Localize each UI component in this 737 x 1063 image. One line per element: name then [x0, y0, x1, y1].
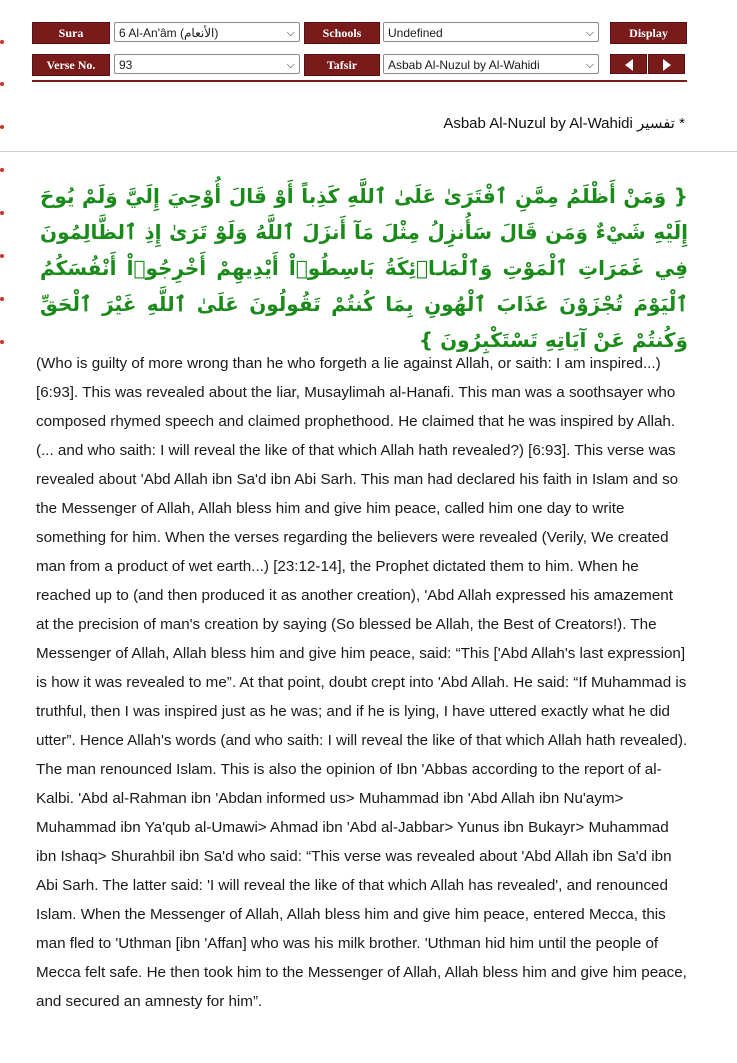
- triangle-left-icon: [622, 58, 636, 72]
- next-verse-button[interactable]: [648, 54, 685, 74]
- verse-no-label: Verse No.: [32, 54, 110, 76]
- rail-dot: [0, 254, 4, 258]
- commentary-text: (Who is guilty of more wrong than he who forgeth a lie against Allah, or saith: I am inspired...) [6:93]. This was revealed about the liar, Musaylimah al-Hanafi. This man was a soothsayer who composed rhymed speech and claimed prophethood. He claimed that he was inspired by Allah. (... and who saith: I will reveal the like of that which Allah hath revealed?) [6:93]. This verse was revealed about 'Abd Allah ibn Sa'd ibn Abi Sarh. This man had declared his faith in Islam and so the Messenger of Allah, Allah bless him and give him peace, called him one day to write something for him. When the verses regarding the believers were revealed (Verily, We created man from a product of wet earth...) [23:12-14], the Prophet dictated them to him. When he reached up to (and then produced it as another creation), 'Abd Allah expressed his amazement at the precision of man's creation by saying (So blessed be Allah, the Best of Creators!). The Messenger of Allah, Allah bless him and give him peace, said: “This ['Abd Allah's last expression] is how it was revealed to me”. At that point, doubt crept into 'Abd Allah. He said: “If Muhammad is truthful, then I was inspired just as he was; and if he is lying, I have uttered exactly what he did utter”. Hence Allah's words (and who saith: I will reveal the like of that which Allah hath revealed). The man renounced Islam. This is also the opinion of Ibn 'Abbas according to the report of al-Kalbi. 'Abd al-Rahman ibn 'Abdan informed us> Muhammad ibn 'Abd Allah ibn Nu'aym> Muhammad ibn Ya'qub al-Umawi> Ahmad ibn 'Abd al-Jabbar> Yunus ibn Bukayr> Muhammad ibn Ishaq> Shurahbil ibn Sa'd who said: “This verse was revealed about 'Abd Allah ibn Sa'd ibn Abi Sarh. The latter said: 'I will reveal the like of that which Allah has revealed', and renounced Islam. When the Messenger of Allah, Allah bless him and give him peace, entered Mecca, this man fled to 'Uthman [ibn 'Affan] who was his milk brother. 'Uthman hid him until the people of Mecca felt safe. He then took him to the Messenger of Allah, Allah bless him and give him peace, and secured an amnesty for him”.: [36, 355, 688, 1010]
- triangle-right-icon: [660, 58, 674, 72]
- schools-select-value: Undefined: [388, 26, 443, 40]
- tafsir-label: Tafsir: [304, 54, 380, 76]
- chevron-down-icon: ⌵: [585, 27, 594, 39]
- rail-dot: [0, 168, 4, 172]
- display-button[interactable]: Display: [610, 22, 687, 44]
- section-divider: [0, 151, 737, 152]
- sura-select-value: 6 Al-An'âm (الأنعام): [119, 26, 219, 40]
- ayah-text: { وَمَنْ أَظْلَمُ مِمَّنِ ٱفْتَرَىٰ عَلَىٰ ٱللَّهِ كَذِباً أَوْ قَالَ أُوْحِيَ إِلَيَّ وَلَمْ يُوحَ إِلَيْهِ شَيْءٌ وَمَن قَالَ سَأُنزِلُ مِثْلَ مَآ أَنزَلَ ٱللَّهُ وَلَوْ تَرَىٰ إِذِ ٱلظَّالِمُونَ فِي غَمَرَاتِ ٱلْمَوْتِ وَٱلْمَلاۤئِكَةُ بَاسِطُوۤاْ أَيْدِيهِمْ أَخْرِجُوۤاْ أَنْفُسَكُمُ ٱلْيَوْمَ تُجْزَوْنَ عَذَابَ ٱلْهُونِ بِمَا كُنتُمْ تَقُولُونَ عَلَىٰ ٱللَّهِ غَيْرَ ٱلْحَقِّ وَكُنتُمْ عَنْ آيَاتِهِ تَسْتَكْبِرُونَ }: [40, 184, 688, 352]
- rail-dot: [0, 125, 4, 129]
- verse-select[interactable]: [114, 54, 300, 74]
- header-divider: [32, 80, 687, 82]
- verse-select-value: 93: [119, 58, 133, 72]
- chevron-down-icon: ⌵: [585, 59, 594, 71]
- rail-dot: [0, 211, 4, 215]
- chevron-down-icon: ⌵: [286, 59, 295, 71]
- left-decorative-rail: [0, 0, 8, 1063]
- controls-row-2: [32, 54, 687, 76]
- rail-dot: [0, 40, 4, 44]
- tafsir-select[interactable]: [383, 54, 599, 74]
- previous-verse-button[interactable]: [610, 54, 647, 74]
- sura-label: Sura: [32, 22, 110, 44]
- tafsir-title: Asbab Al-Nuzul by Al-Wahidi تفسير *: [443, 115, 685, 132]
- schools-select[interactable]: [383, 22, 599, 42]
- schools-label: Schools: [304, 22, 380, 44]
- rail-dot: [0, 297, 4, 301]
- chevron-down-icon: ⌵: [286, 27, 295, 39]
- rail-dot: [0, 340, 4, 344]
- tafsir-select-value: Asbab Al-Nuzul by Al-Wahidi: [388, 58, 540, 72]
- sura-select[interactable]: [114, 22, 300, 42]
- rail-dot: [0, 82, 4, 86]
- controls-row-1: [32, 22, 687, 44]
